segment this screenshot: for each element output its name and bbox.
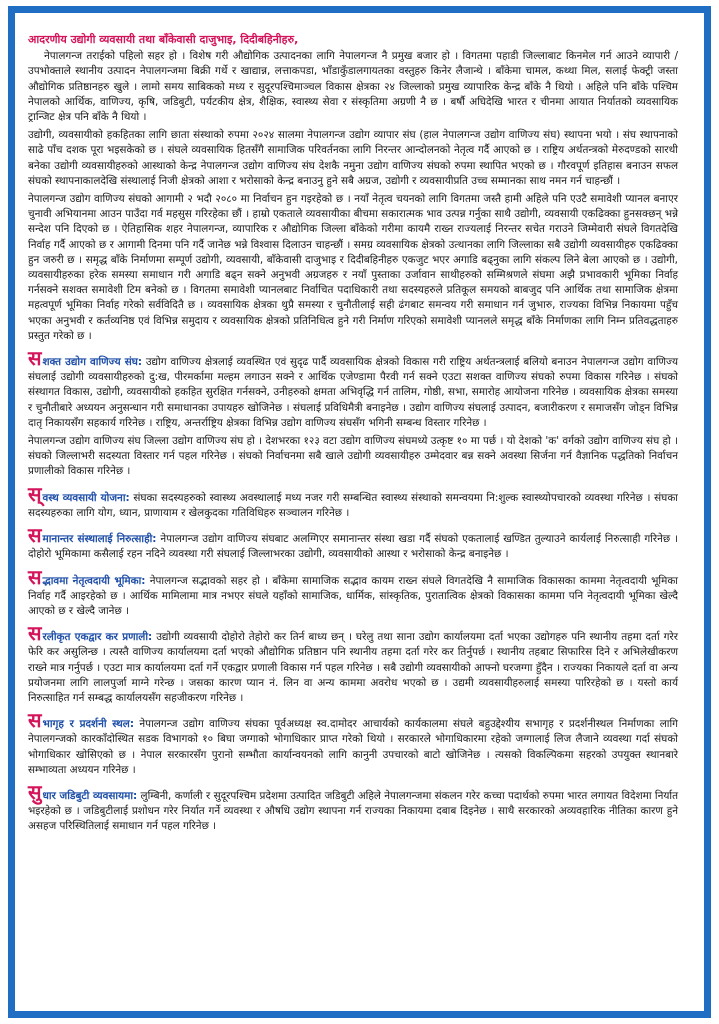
section-extra-paragraph: नेपालगन्ज उद्योग वाणिज्य संघ जिल्ला उद्योग वाणिज्य संघ हो । देशभरका १२३ वटा उद्योग वाणिज्य संघमध्ये उत्कृष्ट १० मा पर्छ । यो देशको 'क' वर्गको उद्योग वाणिज्य संघ हो । संघको जिल्लाभरी सदस्यता विस्तार गर्न पहल गरिनेछ । संघको निर्वाचनमा सबै खाले उद्योगी व्यवसायीहरु उम्मेदवार बन्न सक्ने अवस्था सिर्जना गर्न वैज्ञानिक पद्धतिको निर्वाचन प्रणालीको विकास गरिनेछ । [28, 435, 678, 478]
section-parallel-org [28, 523, 678, 562]
section-health-plan [28, 481, 678, 521]
section-heading: रलीकृत एकद्वार कर प्रणाली: [42, 631, 153, 644]
section-initial: स [28, 346, 42, 371]
section-body: लुम्बिनी, कर्णाली र सुदूरपश्चिम प्रदेशमा उत्पादित जडिबुटी अहिले नेपालगन्जमा संकलन गरेर कच्चा पदार्थको रुपमा भारत लगायत विदेशमा निर्यात भइरहेको छ । जडिबुटीलाई प्रशोधन गरेर निर्यात गर्ने व्यवस्था र औषधि उद्योग स्थापना गर्न राज्यका निकायमा दबाब दिइनेछ । साथै सरकारको अव्यवहारिक नीतिका कारण हुने असहज परिस्थितिलाई समाधान गर्न पहल गरिनेछ । [28, 789, 678, 833]
section-single-window-tax [28, 621, 678, 706]
section-hall-exhibition [28, 708, 678, 778]
section-body: उद्योगी व्यवसायी दोहोरो तेहोरो कर तिर्न बाध्य छन् । घरेलु तथा साना उद्योग कार्यालयमा दर्ता भएका उद्योगहरु पनि स्थानीय तहमा दर्ता गरेर फेरि कर असुलिन्छ । त्यस्तै वाणिज्य कार्यालयमा दर्ता भएको औद्योगिक प्रतिष्ठान पनि स्थानीय तहमा दर्ता गरेर कर तिर्नुपर्छ । स्थानीय तहबाट सिफारिस दिने र अभिलेखीकरण राख्ने मात्र गर्नुपर्छ । एउटा मात्र कार्यालयमा दर्ता गर्ने एकद्वार प्रणाली विकास गर्न पहल गरिनेछ । सबै उद्योगी व्यवसायीको आफ्नो घरजग्गा हुँदैन । राज्यका निकायले दर्ता वा अन्य प्रयोजनमा लागि लालपुर्जा माग्ने गरेन्छ । जसका कारण प्यान नं. लिन वा अन्य काममा अवरोध भएको छ । उद्यमी व्यवसायीहरुलाई समस्या पारिरहेको छ । यस्तो कार्य निरुत्साहित गर्न सम्बद्ध कार्यालयसँग सहजीकरण गरिनेछ । [28, 631, 678, 704]
greeting: आदरणीय उद्योगी व्यवसायी तथा बाँकेवासी दाजुभाइ, दिदीबहिनीहरु, [28, 33, 299, 46]
intro-paragraph-1: नेपालगन्ज तराईको पहिलो सहर हो । विशेष गरी औद्योगिक उत्पादनका लागि नेपालगन्ज नै प्रमुख बजार हो । विगतमा पहाडी जिल्लाबाट किनमेल गर्न आउने व्यापारी / उपभोक्ताले स्थानीय उत्पादन नेपालगन्जमा बिक्री गर्थे र खाद्यान्न, लत्ताकपडा, भाँडाकुँडालगायतका वस्तुहरु किनेर लैजान्थे । बाँकेमा चामल, कथ्था मिल, सलाई फेक्ट्री जस्ता औद्योगिक प्रतिष्ठानहरु खुले । लामो समय साबिकको मध्य र सुदूरपश्चिमाञ्चल विकास क्षेत्रका २४ जिल्लाको प्रमुख व्यापारिक केन्द्र बाँके नै थियो । अहिले पनि बाँके पश्चिम नेपालको आर्थिक, वाणिज्य, कृषि, जडिबुटी, पर्यटकीय क्षेत्र, शैक्षिक, स्वास्थ्य सेवा र संस्कृतिमा अग्रणी नै छ । बर्षौ अघिदेखि भारत र चीनमा आयात निर्यातको व्यवसायिक ट्रान्जिट क्षेत्र पनि बाँके नै थियो । [28, 50, 678, 124]
section-heading: द्भावमा नेतृत्वदायी भूमिका: [42, 574, 146, 587]
section-initial: स [28, 564, 42, 589]
section-initial: सु [28, 779, 42, 804]
section-initial: स [28, 523, 42, 548]
section-heading: भागृह र प्रदर्शनी स्थल: [42, 718, 134, 731]
section-initial: स् [28, 481, 42, 506]
section-heading: मानान्तर संस्थालाई निरुत्साही: [42, 533, 157, 546]
section-initial: स [28, 708, 42, 733]
section-strong-federation [28, 346, 679, 431]
letter-content [28, 32, 678, 838]
intro-paragraph-3: नेपालगन्ज उद्योग वाणिज्य संघको आगामी २ भदौ २०८० मा निर्वाचन हुन गइरहेको छ । नयाँ नेतृत्व चयनको लागि विगतमा जस्तै हामी अहिले पनि एउटै समावेशी प्यानल बनाएर चुनावी अभियानमा आउन पाउँदा गर्व महसुस गरिरहेका छौं । हाम्रो एकताले व्यवसायीका बीचमा सकारात्मक भाव उत्पन्न गर्नुका साथै उद्योगी, व्यवसायी एकढिक्का हुनसक्छन् भन्ने सन्देश पनि दिएको छ । ऐतिहासिक शहर नेपालगन्ज, व्यापारिक र औद्योगिक जिल्ला बाँकेको गरीमा कायमै राख्न राज्यलाई निरन्तर सचेत गराउने जिम्मेवारी संघले विगतदेखि निर्वाह गर्दै आएको छ र आगामी दिनमा पनि गर्दै जानेछ भन्ने विश्वास दिलाउन चाहन्छौं । समग्र व्यवसायिक क्षेत्रको उत्थानका लागि जिल्लाका सबै उद्योगी व्यवसायीहरु एकढिक्का हुन जरुरी छ । समृद्ध बाँके निर्माणमा सम्पूर्ण उद्योगी, व्यवसायी, बाँकेवासी दाजुभाइ र दिदीबहिनीहरु एकजुट भएर अगाडि बढ्नुका लागि संकल्प लिने बेला आएको छ । उद्योगी, व्यवसायीहरुका हरेक समस्या समाधान गरी अगाडि बढ्न सक्ने अनुभवी अग्रजहरु र नयाँ पुस्ताका उर्जावान साथीहरुको सम्मिश्रणले संघमा अझै प्रभावकारी भूमिका निर्वाह गर्नसक्ने सशक्त समावेशी टिम बनेको छ । विगतमा समावेशी प्यानलबाट निर्वाचित पदाधिकारी तथा सदस्यहरुले प्रतिकूल समयको बाबजुद पनि आर्थिक तथा सामाजिक क्षेत्रमा महत्वपूर्ण भूमिका निर्वाह गरेको सर्वविदितै छ । व्यवसायिक क्षेत्रका थुप्रै समस्या र चुनौतीलाई सही ढंगबाट समन्वय गरी समाधान गर्न जुभारु, राज्यका विभिन्न निकायमा पहुँच भएका अनुभवी र कर्तव्यनिष्ठ एवं विभिन्न समुदाय र व्यवसायिक क्षेत्रको प्रतिनिधित्व हुने गरी निर्माण गरिएको समावेशी प्यानलले समृद्ध बाँके निर्माणका लागि निम्न प्रतिवद्धताहरु प्रस्तुत गरेको छ । [28, 193, 678, 342]
intro-paragraph-2: उद्योगी, व्यवसायीको हकहितका लागि छाता संस्थाको रुपमा २०२४ सालमा नेपालगन्ज उद्योग व्यापार संघ (हाल नेपालगन्ज उद्योग वाणिज्य संघ) स्थापना भयो । संघ स्थापनाको साढे पाँच दशक पूरा भइसकेको छ । संघले व्यवसायिक हितसँगै सामाजिक परिवर्तनका लागि निरन्तर आन्दोलनको नेतृत्व गर्दै आएको छ । राष्ट्रिय अर्थतन्त्रको मेरुदण्डको सारथी बनेका उद्योगी व्यवसायीहरुको आस्थाको केन्द्र नेपालगन्ज उद्योग वाणिज्य संघ देशकै नमुना उद्योग वाणिज्य संघको रुपमा स्थापित भएको छ । गौरवपूर्ण इतिहास बनाउन सफल संघको स्थापनाकालदेखि संस्थालाई निजी क्षेत्रको आशा र भरोसाको केन्द्र बनाउनु हुने सबै अग्रज, उद्योगी र व्यवसायीप्रति उच्च सम्मानका साथ नमन गर्न चाहन्छौं । [28, 129, 678, 187]
section-heading: शक्त उद्योग वाणिज्य संघ: [42, 356, 143, 369]
section-heading: धार जडिबुटी व्यवसायमा: [42, 789, 138, 802]
section-body: नेपालगन्ज उद्योग वाणिज्य संघबाट अलग्गिएर समानान्तर संस्था खडा गर्दै संघको एकतालाई खण्डित तुल्याउने कार्यलाई निरुत्साही गरिनेछ । दोहोरो भूमिकामा कसैलाई रहन नदिने व्यवस्था गरी संघलाई जिल्लाभरका उद्योगी, व्यवसायीको आस्था र भरोसाको केन्द्र बनाइनेछ । [28, 533, 678, 561]
section-body: नेपालगन्ज सद्भावको सहर हो । बाँकेमा सामाजिक सद्भाव कायम राख्न संघले विगतदेखि नै सामाजिक विकासका काममा नेतृत्वदायी भूमिका निर्वाह गर्दै आइरहेको छ । आर्थिक मामिलामा मात्र नभएर संघले यहाँको सामाजिक, धार्मिक, सांस्कृतिक, पुरातात्विक क्षेत्रको विकासका काममा पनि नेतृत्वदायी भूमिका खेल्दै आएको छ र खेल्दै जानेछ । [28, 574, 678, 617]
section-harmony [28, 564, 678, 620]
section-body: नेपालगन्ज उद्योग वाणिज्य संघका पूर्वअध्यक्ष स्व.दामोदर आचार्यको कार्यकालमा संघले बहुउद्देश्यीय सभागृह र प्रदर्शनीस्थल निर्माणका लागि नेपालगन्जको कारकाँदोस्थित सडक विभागको १० बिघा जग्गाको भोगाधिकार प्राप्त गरेको थियो । सरकारले भोगाधिकारमा रहेको जग्गालाई लिज लैजाने व्यवस्था गर्दा संघको भोगाधिकार खोसिएको छ । नेपाल सरकारसँग पुरानो सम्भौता कार्यान्वयनको लागि कानुनी उपचारको बाटो खोजिनेछ । त्यसको विकल्पिकमा सहरको उपयुक्त स्थानबारे सम्भाव्यता अध्ययन गरिनेछ । [28, 718, 678, 776]
section-initial: स [28, 621, 42, 646]
section-body: संघका सदस्यहरुको स्वास्थ्य अवस्थालाई मध्य नजर गरी सम्बन्धित स्वास्थ्य संस्थाको समन्वयमा नि:शुल्क स्वास्थ्योपचारको व्यवस्था गरिनेछ । संघका सदस्यहरुका लागि योग, ध्यान, प्राणायाम र खेलकुदका गतिविधिहरु सञ्चालन गरिनेछ । [28, 491, 678, 519]
section-herbs-business [28, 779, 678, 835]
section-body: उद्योग वाणिज्य क्षेत्रलाई व्यवस्थित एवं सुदृढ पार्दै व्यवसायिक क्षेत्रको विकास गरी राष्ट्रिय अर्थतन्त्रलाई बलियो बनाउन नेपालगन्ज उद्योग वाणिज्य संघलाई उद्योगी व्यवसायीहरुको दु:ख, पीरमर्कामा मल्हम लगाउन सक्ने र आर्थिक एजेण्डामा पैरवी गर्न सक्ने एउटा सशक्त वाणिज्य संघको रुपमा विकास गरिनेछ । संघको संस्थागत विकास, उद्योगी, व्यवसायीको हकहित सुरक्षित गर्नसक्ने, उनीहरुको क्षमता अभिवृद्धि गर्न तालिम, गोष्ठी, सभा, समारोह आयोजना गरिनेछ । व्यवसायिक क्षेत्रका समस्या र चुनौतीबारे अध्ययन अनुसन्धान गरी समाधानका उपायहरु खोजिनेछ । संघलाई प्रविधिमैत्री बनाइनेछ । उद्योग वाणिज्य संघलाई उत्पादन, बजारीकरण र समाजसँग जोड्न विभिन्न दातृ निकायसँग सहकार्य गरिनेछ । राष्ट्रिय, अन्तर्राष्ट्रिय क्षेत्रका विभिन्न उद्योग वाणिज्य संघसँग भगिनी सम्बन्ध विस्तार गरिनेछ । [28, 356, 679, 429]
section-heading: वस्थ व्यवसायी योजना: [42, 491, 130, 504]
